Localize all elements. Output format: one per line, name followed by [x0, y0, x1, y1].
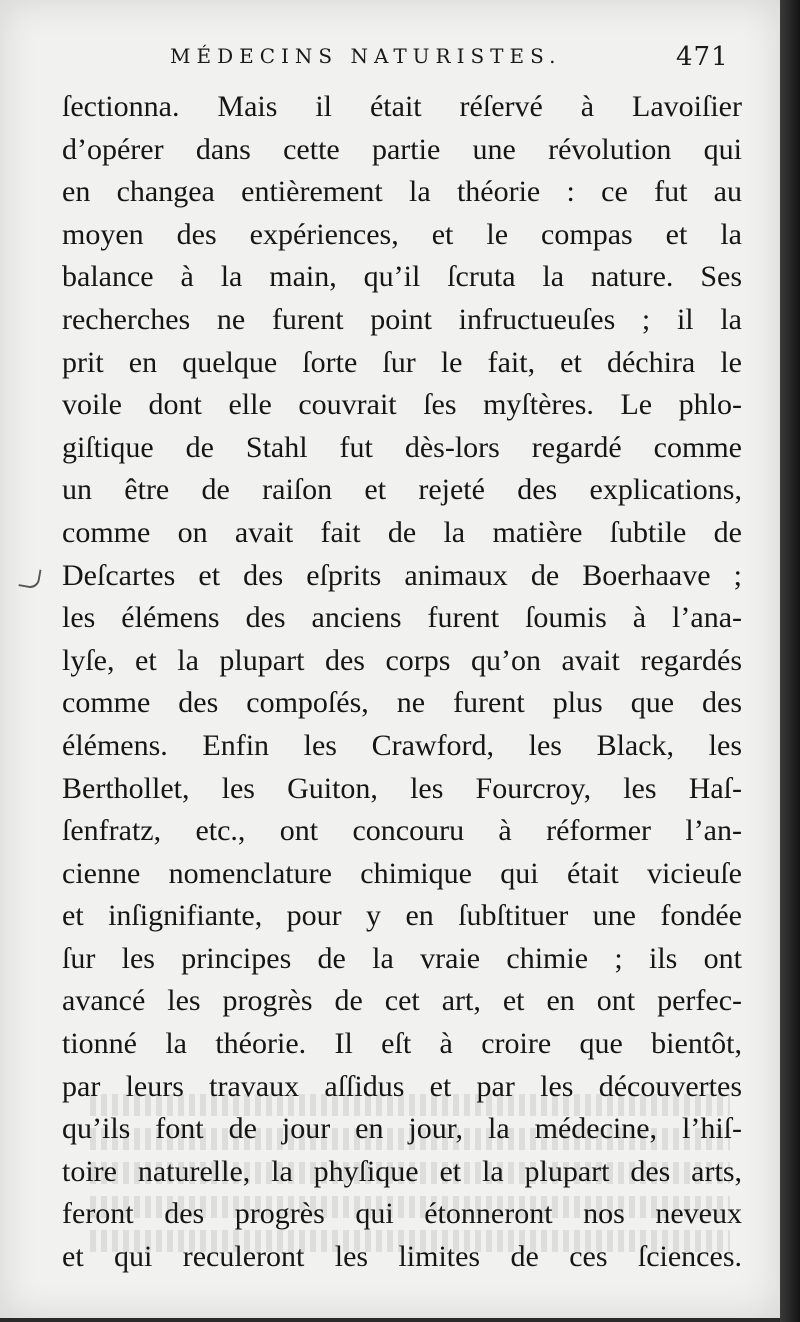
text-line: avancé les progrès de cet art, et en ont perfec-	[62, 984, 742, 1018]
page-number: 471	[676, 42, 729, 72]
text-line: comme on avait fait de la matière ſubtile de	[62, 515, 742, 549]
text-line: balance à la main, qu’il ſcruta la nature. Ses	[62, 260, 742, 294]
text-line: Berthollet, les Guiton, les Fourcroy, les Haſ-	[62, 771, 742, 805]
running-head	[0, 42, 780, 82]
text-line: un être de raiſon et rejeté des explications,	[62, 473, 742, 507]
text-line: ſectionna. Mais il était réſervé à Lavoiſier	[62, 90, 742, 123]
text-line: giſtique de Stahl fut dès-lors regardé comme	[62, 430, 742, 464]
body-text	[62, 86, 742, 1279]
text-line: recherches ne furent point infructueuſes ; il la	[62, 302, 742, 336]
text-line: élémens. Enfin les Crawford, les Black, les	[62, 728, 742, 762]
text-line: prit en quelque ſorte ſur le fait, et déchira le	[62, 345, 742, 379]
text-line: et qui reculeront les limites de ces ſciences.	[62, 1240, 742, 1274]
margin-pencil-mark	[18, 566, 41, 589]
text-line: en changea entièrement la théorie : ce fut au	[62, 175, 742, 209]
text-line: lyſe, et la plupart des corps qu’on avait regardés	[62, 643, 742, 677]
text-line: par leurs travaux aſſidus et par les découvertes	[62, 1069, 742, 1103]
text-line: qu’ils font de jour en jour, la médecine, l’hiſ-	[62, 1112, 742, 1146]
text-line: toire naturelle, la phyſique et la plupart des arts,	[62, 1154, 742, 1188]
text-line: feront des progrès qui étonneront nos neveux	[62, 1197, 742, 1231]
text-line: ſur les principes de la vraie chimie ; ils ont	[62, 941, 742, 975]
text-line: les élémens des anciens furent ſoumis à l’ana-	[62, 601, 742, 635]
page-edge-shadow	[780, 0, 800, 1322]
text-line: ſenfratz, etc., ont concouru à réformer l’an-	[62, 814, 742, 848]
text-line: comme des compoſés, ne furent plus que des	[62, 686, 742, 720]
text-line: d’opérer dans cette partie une révolution qui	[62, 132, 742, 166]
text-line: tionné la théorie. Il eſt à croire que bientôt,	[62, 1027, 742, 1061]
text-line: Deſcartes et des eſprits animaux de Boerhaave ;	[62, 558, 742, 592]
running-title: MÉDECINS NATURISTES.	[170, 44, 562, 68]
text-line: cienne nomenclature chimique qui était vicieuſe	[62, 856, 742, 890]
text-line: voile dont elle couvrait ſes myſtères. Le phlo-	[62, 388, 742, 422]
text-line: moyen des expériences, et le compas et la	[62, 217, 742, 251]
text-line: et inſignifiante, pour y en ſubſtituer une fondée	[62, 899, 742, 933]
